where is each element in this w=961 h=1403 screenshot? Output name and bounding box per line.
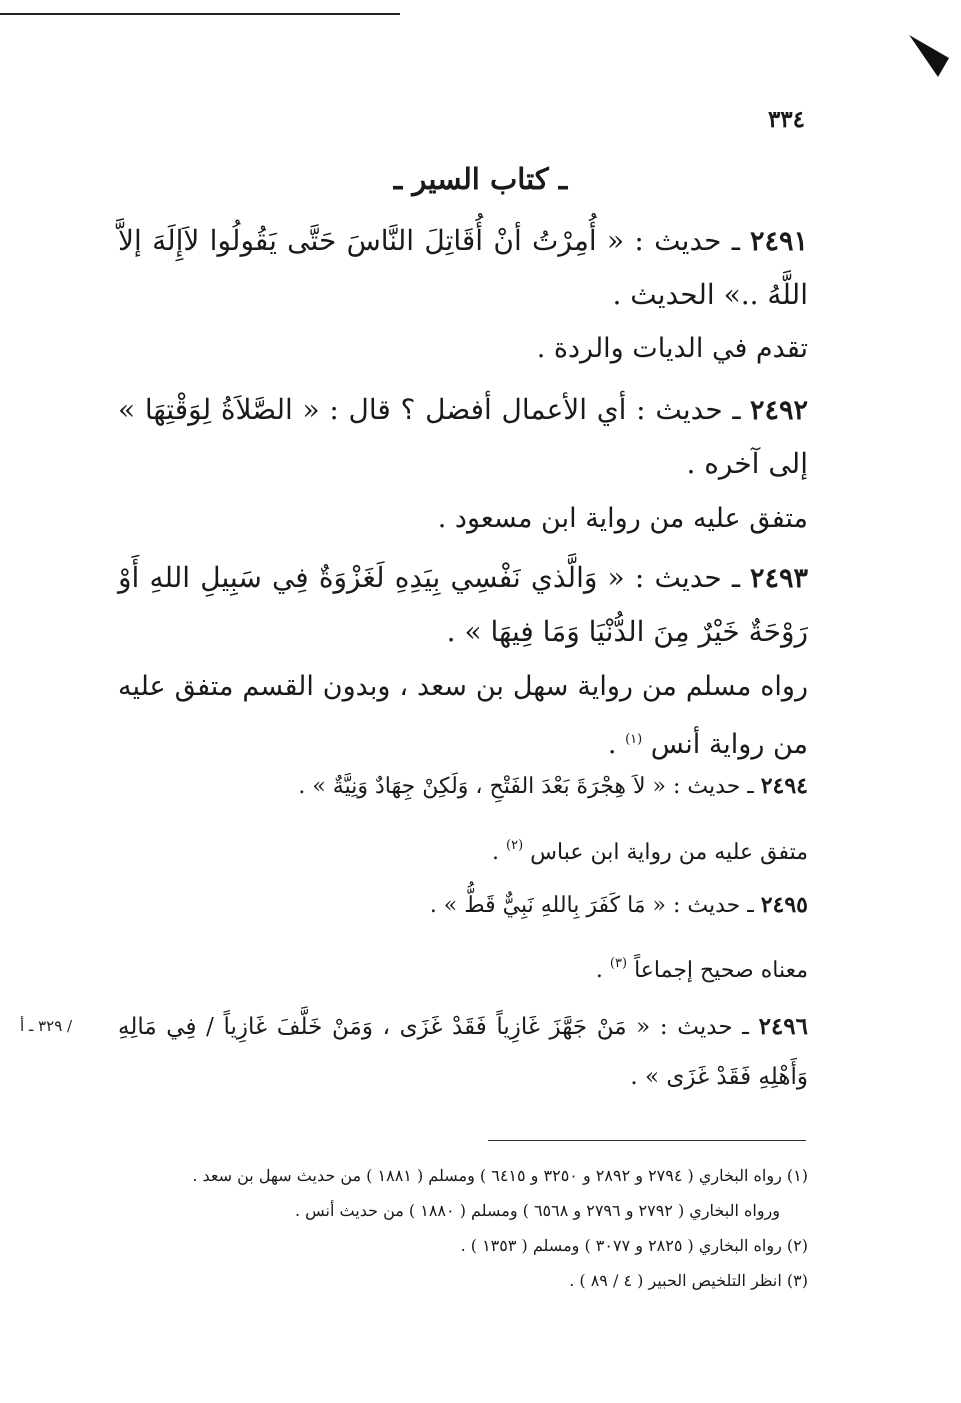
comment-end: . [492, 840, 507, 865]
footnote-2: (٢) رواه البخاري ( ٢٨٢٥ و ٣٠٧٧ ) ومسلم ( ١٣٥٣ ) . [460, 1236, 808, 1255]
hadith-entry [118, 1002, 808, 1102]
comment-end: . [595, 958, 610, 983]
margin-folio-note: / ٣٢٩ ـ أ [20, 1017, 73, 1035]
chapter-title: ـ كتاب السير ـ [393, 162, 568, 196]
hadith-text: ـ حديث : « مَنْ جَهَّزَ غَازِياً فَقَدْ غَزَى ، وَمَنْ خَلَّفَ غَازِياً / فِي مَالِهِ وَأَهْلِهِ فَقَدْ غَزَى » . [118, 1014, 808, 1090]
comment-text: معناه صحيح إجماعاً [634, 958, 808, 983]
hadith-text: ـ حديث : « أُمِرْتُ أنْ أُقَاتِلَ النَّاسَ حَتَّى يَقُولُوا لاَإِلَهَ إلاَّ اللَّهُ ..» الحديث . [118, 224, 808, 311]
hadith-text: ـ حديث : أي الأعمال أفضل ؟ قال : « الصَّلاَةُ لِوَقْتِهَا » إلى آخره . [118, 393, 808, 480]
hadith-text: ـ حديث : « مَا كَفَرَ بِاللهِ نَبِيٌّ قَطُّ » . [429, 893, 754, 918]
hadith-number: ٢٤٩٢ [749, 395, 808, 426]
footnotes [108, 1158, 808, 1298]
comment-text: رواه مسلم من رواية سهل بن سعد ، وبدون القسم متفق عليه من رواية أنس [118, 671, 808, 760]
page-corner-mark [898, 35, 949, 77]
hadith-comment [118, 660, 808, 771]
scan-edge-line [0, 13, 400, 15]
footnote-3: (٣) انظر التلخيص الحبير ( ٤ / ٨٩ ) . [569, 1271, 808, 1290]
hadith-number: ٢٤٩٣ [749, 563, 808, 594]
hadith-comment [118, 828, 808, 871]
hadith-comment: تقدم في الديات والردة . [536, 333, 808, 364]
footnote-ref: (٢) [506, 838, 524, 853]
hadith-number: ٢٤٩١ [749, 226, 808, 257]
hadith-entry [118, 768, 808, 805]
hadith-number: ٢٤٩٤ [760, 773, 808, 799]
hadith-number: ٢٤٩٥ [760, 892, 808, 918]
hadith-entry [118, 214, 808, 322]
hadith-comment: متفق عليه من رواية ابن مسعود . [437, 503, 808, 534]
footnote-ref: (١) [625, 732, 643, 747]
footnote-divider [488, 1140, 806, 1141]
hadith-entry [118, 887, 808, 924]
hadith-number: ٢٤٩٦ [758, 1013, 809, 1040]
footnote-ref: (٣) [609, 956, 628, 971]
hadith-text: ـ حديث : « لاَ هِجْرَةَ بَعْدَ الفَتْحِ ، وَلَكِنْ جِهَادٌ وَنِيَّةٌ » . [298, 774, 754, 799]
hadith-entry [118, 383, 808, 491]
hadith-comment [118, 946, 808, 989]
hadith-text: ـ حديث : « وَالَّذي نَفْسِي بِيَدِهِ لَغَزْوَةٌ فِي سَبِيلِ اللهِ أَوْ رَوْحَةٌ خَيْرٌ مِنَ الدُّنْيَا وَمَا فِيهَا » . [118, 561, 808, 648]
footnote-1-continuation: ورواه البخاري ( ٢٧٩٢ و ٢٧٩٦ و ٦٥٦٨ ) ومسلم ( ١٨٨٠ ) من حديث أنس . [294, 1201, 780, 1220]
footnote-1: (١) رواه البخاري ( ٢٧٩٤ و ٢٨٩٢ و ٣٢٥٠ و ٦٤١٥ ) ومسلم ( ١٨٨١ ) من حديث سهل بن سعد . [192, 1166, 808, 1185]
page-number: ٣٣٤ [767, 106, 805, 133]
hadith-entry [118, 551, 808, 659]
comment-end: . [607, 729, 626, 760]
comment-text: متفق عليه من رواية ابن عباس [530, 840, 808, 865]
